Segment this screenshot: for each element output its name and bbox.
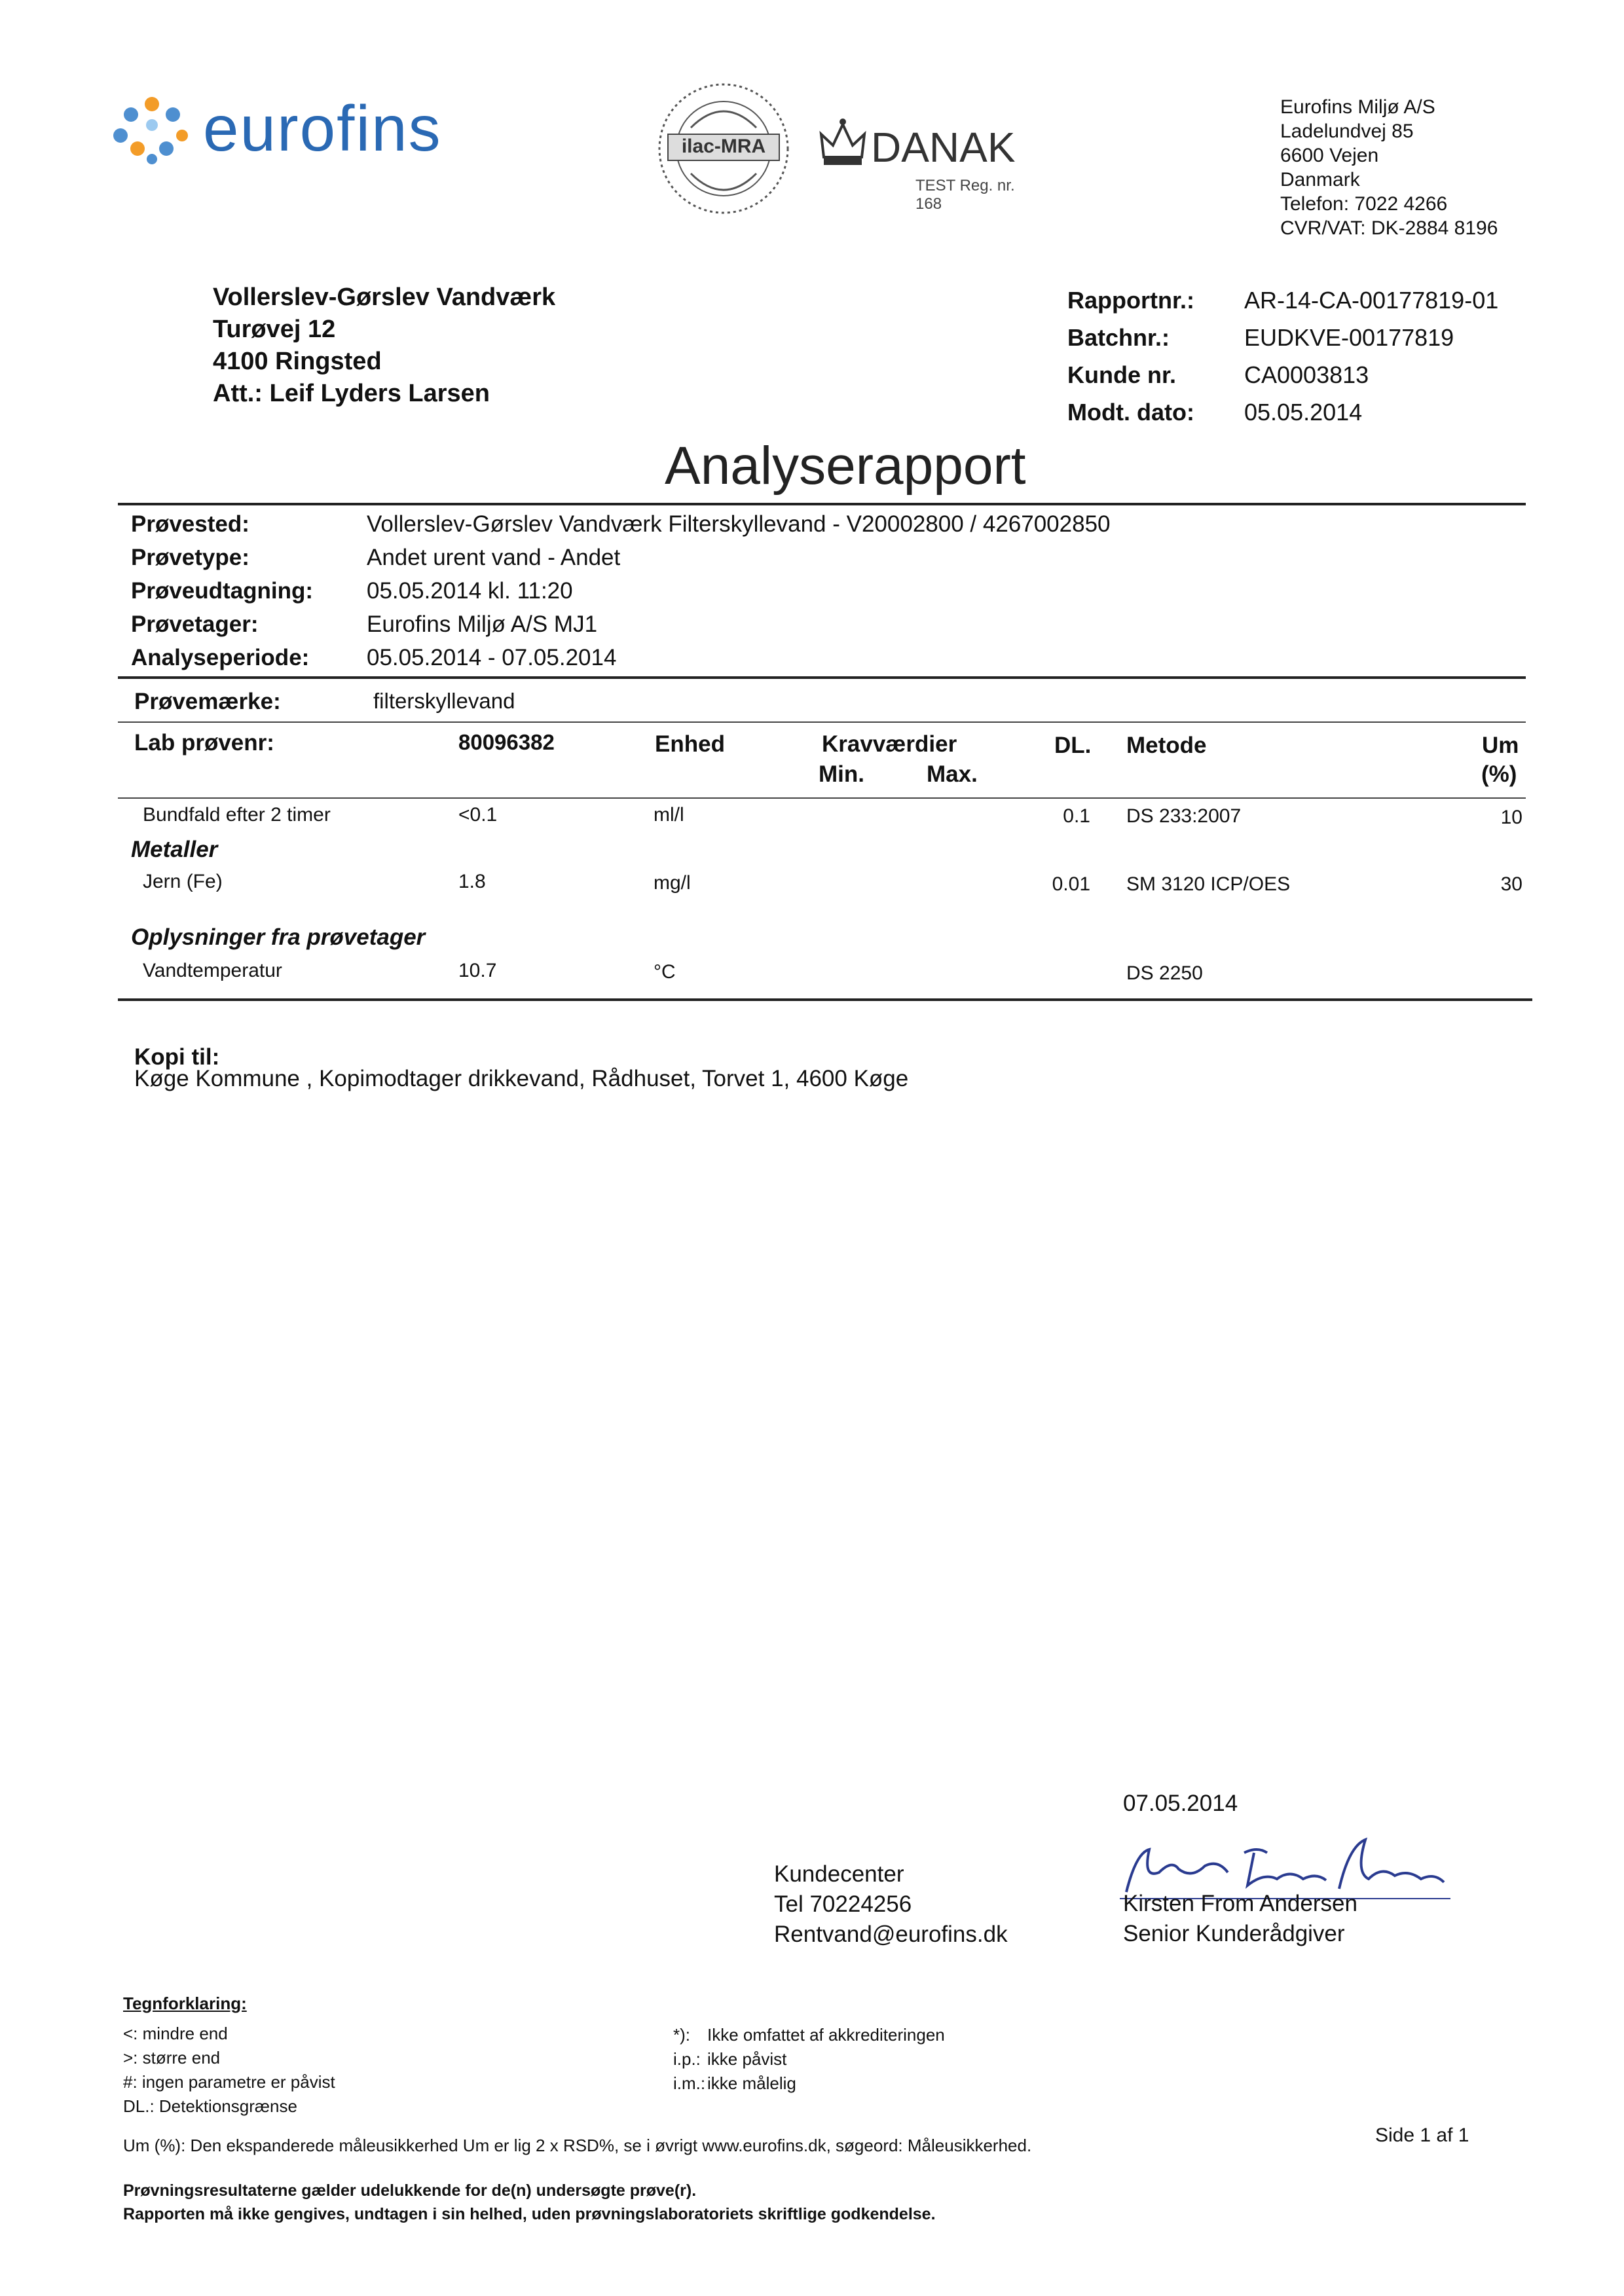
meta-row: [1067, 356, 1526, 393]
th-unit: Enhed: [655, 731, 725, 757]
legend-key: i.p.:: [673, 2049, 701, 2069]
company-line: Danmark: [1280, 169, 1360, 191]
section-heading: Oplysninger fra prøvetager: [131, 924, 426, 950]
sample-row: [131, 641, 1506, 674]
th-req: Kravværdier: [822, 731, 957, 757]
sample-value: Eurofins Miljø A/S MJ1: [367, 611, 598, 637]
meta-label: Modt. dato:: [1067, 399, 1194, 426]
param-method: DS 2250: [1126, 962, 1203, 984]
param-um: 30: [1500, 873, 1522, 895]
th-um: Um: [1482, 733, 1519, 758]
eurofins-logo: [111, 88, 491, 173]
signer-name: Kirsten From Andersen: [1123, 1891, 1357, 1916]
rule-sample: [118, 676, 1526, 679]
recipient-address: [213, 282, 555, 410]
rule-table-bottom: [118, 998, 1532, 1001]
report-title: Analyserapport: [665, 436, 1026, 496]
legend-key: *):: [673, 2025, 690, 2045]
danak-mark: [819, 118, 1035, 216]
company-line: 6600 Vejen: [1280, 145, 1379, 166]
legend-text: Ikke omfattet af akkrediteringen: [707, 2025, 945, 2045]
meta-label: Rapportnr.:: [1067, 287, 1194, 314]
meta-value: AR-14-CA-00177819-01: [1244, 287, 1499, 314]
danak-label: DANAK: [871, 124, 1016, 171]
sample-row: [131, 574, 1506, 608]
sample-row: [131, 541, 1506, 574]
param-dl: 0.1: [1063, 805, 1090, 827]
meta-value: CA0003813: [1244, 361, 1369, 388]
legend-text: ikke målelig: [707, 2073, 796, 2093]
sample-label: Prøvetager:: [131, 611, 259, 637]
signer-role: Senior Kunderådgiver: [1123, 1921, 1345, 1946]
marking-label: Prøvemærke:: [134, 689, 281, 714]
sample-value: 05.05.2014 kl. 11:20: [367, 578, 573, 604]
sample-row: [131, 507, 1506, 541]
contact-line: Rentvand@eurofins.dk: [774, 1922, 1008, 1947]
sample-info: [131, 507, 1506, 674]
rule-header: [118, 797, 1526, 799]
meta-row: [1067, 282, 1526, 319]
company-line: Eurofins Miljø A/S: [1280, 96, 1435, 118]
sign-date: 07.05.2014: [1123, 1791, 1238, 1816]
legend-title: Tegnforklaring:: [123, 1994, 247, 2013]
report-meta: [1067, 282, 1526, 431]
th-lab: Lab prøvenr:: [134, 730, 274, 756]
param-unit: mg/l: [654, 872, 691, 894]
ilac-label: ilac-MRA: [681, 136, 766, 157]
param-method: DS 233:2007: [1126, 805, 1242, 827]
th-dl: DL.: [1054, 733, 1092, 758]
company-address: [1280, 95, 1498, 240]
copy-text: Køge Kommune , Kopimodtager drikkevand, Rådhuset, Torvet 1, 4600 Køge: [134, 1066, 909, 1091]
section-heading: Metaller: [131, 837, 218, 862]
copy-label: Kopi til:: [134, 1044, 220, 1070]
legend-text: ikke påvist: [707, 2049, 787, 2069]
sample-value: Vollerslev-Gørslev Vandværk Filterskyllevand - V20002800 / 4267002850: [367, 511, 1111, 537]
param-unit: °C: [654, 961, 676, 983]
eurofins-dots-icon: [111, 95, 190, 167]
meta-label: Batchnr.:: [1067, 324, 1170, 351]
th-method: Metode: [1126, 733, 1207, 758]
meta-label: Kunde nr.: [1067, 361, 1177, 388]
sample-label: Prøveudtagning:: [131, 578, 314, 604]
recipient-line: Vollerslev-Gørslev Vandværk: [213, 283, 556, 311]
contact-block: [774, 1859, 1008, 1950]
param-um: 10: [1500, 807, 1522, 828]
sample-value: Andet urent vand - Andet: [367, 545, 621, 570]
marking-value: filterskyllevand: [373, 689, 515, 713]
legend-item: >: større end: [123, 2048, 221, 2068]
sample-label: Prøvested:: [131, 511, 249, 537]
legend-item: [673, 2071, 1132, 2096]
sample-label: Prøvetype:: [131, 545, 249, 570]
param-unit: ml/l: [654, 804, 684, 826]
um-note: Um (%): Den ekspanderede måleusikkerhed Um er lig 2 x RSD%, se i øvrigt www.eurofins.dk, søgeord: Måleusikkerhed.: [123, 2136, 1032, 2155]
legend-key: i.m.:: [673, 2073, 706, 2093]
rule-top: [118, 503, 1526, 505]
th-max: Max.: [927, 761, 978, 787]
footer-line: Rapporten må ikke gengives, undtagen i sin helhed, uden prøvningslaboratoriets skriftlige godkendelse.: [123, 2205, 936, 2223]
recipient-line: Turøvej 12: [213, 316, 336, 343]
recipient-line: 4100 Ringsted: [213, 348, 382, 375]
eurofins-wordmark: eurofins: [203, 92, 442, 164]
legend-item: <: mindre end: [123, 2024, 228, 2043]
param-name: Vandtemperatur: [143, 960, 282, 981]
footer-line: Prøvningsresultaterne gælder udelukkende for de(n) undersøgte prøve(r).: [123, 2181, 697, 2200]
legend-item: #: ingen parametre er påvist: [123, 2072, 335, 2092]
contact-line: Tel 70224256: [774, 1891, 912, 1917]
ilac-mra-seal: [655, 79, 792, 219]
meta-row: [1067, 319, 1526, 356]
recipient-line: Att.: Leif Lyders Larsen: [213, 380, 490, 407]
meta-value: EUDKVE-00177819: [1244, 324, 1454, 351]
meta-row: [1067, 393, 1526, 431]
legend-left: [123, 2022, 335, 2119]
legend-item: [673, 2047, 1132, 2071]
danak-reg: TEST Reg. nr. 168: [915, 177, 1015, 213]
th-um-pct: (%): [1481, 761, 1517, 787]
legend-item: DL.: Detektionsgrænse: [123, 2096, 297, 2116]
param-method: SM 3120 ICP/OES: [1126, 873, 1291, 895]
param-dl: 0.01: [1052, 873, 1090, 895]
sample-label: Analyseperiode:: [131, 645, 310, 670]
param-value: 1.8: [458, 871, 486, 892]
param-name: Jern (Fe): [143, 871, 223, 892]
sample-row: [131, 608, 1506, 641]
company-line: CVR/VAT: DK-2884 8196: [1280, 217, 1498, 239]
param-name: Bundfald efter 2 timer: [143, 804, 331, 826]
legend-right: [673, 2023, 1132, 2096]
sample-value: 05.05.2014 - 07.05.2014: [367, 645, 617, 670]
company-line: Ladelundvej 85: [1280, 120, 1414, 142]
th-min: Min.: [819, 761, 864, 787]
param-value: <0.1: [458, 804, 498, 826]
legend-item: [673, 2023, 1132, 2047]
contact-line: Kundecenter: [774, 1861, 904, 1887]
page-number: Side 1 af 1: [1375, 2124, 1469, 2146]
crown-icon: [819, 118, 868, 170]
th-sample-no: 80096382: [458, 730, 555, 754]
rule-marking: [118, 721, 1526, 723]
meta-value: 05.05.2014: [1244, 399, 1363, 426]
company-line: Telefon: 7022 4266: [1280, 193, 1448, 215]
param-value: 10.7: [458, 960, 497, 981]
